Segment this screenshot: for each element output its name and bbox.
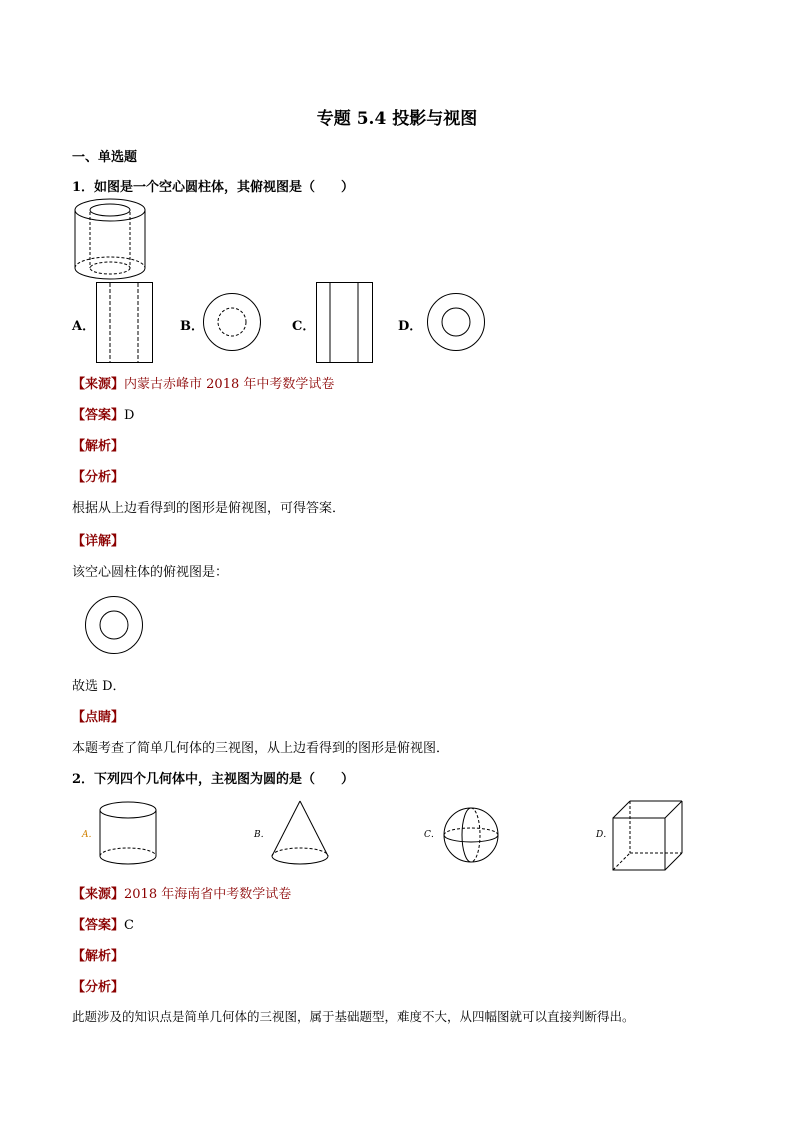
q2-source — [72, 883, 291, 902]
question-1-stem: 1．如图是一个空心圆柱体，其俯视图是（ ） — [72, 180, 355, 195]
q1-answer-figure — [84, 595, 144, 655]
hollow-cylinder-figure — [72, 198, 152, 280]
q2-option-d-cube — [612, 800, 684, 872]
source-text: 内蒙古赤峰市 2018 年中考数学试卷 — [124, 377, 335, 392]
analysis-label: 【解析】 — [72, 439, 125, 454]
q1-detail-text: 该空心圆柱体的俯视图是： — [72, 565, 229, 580]
q2-fenxi — [72, 976, 124, 995]
page-title: 专题 5.4 投影与视图 — [316, 109, 478, 129]
answer-text: C — [124, 918, 134, 933]
q1-option-a-figure — [96, 282, 154, 364]
source-text: 2018 年海南省中考数学试卷 — [124, 887, 292, 902]
q1-comment-text: 本题考查了简单几何体的三视图，从上边看得到的图形是俯视图． — [72, 741, 450, 756]
comment-label: 【点睛】 — [72, 710, 125, 725]
q1-detail — [72, 530, 124, 549]
question-2-stem: 2．下列四个几何体中，主视图为圆的是（ ） — [72, 772, 355, 787]
q1-source — [72, 373, 334, 392]
detail-label: 【详解】 — [72, 534, 125, 549]
answer-label: 【答案】 — [72, 408, 125, 423]
q1-conclusion: 故选 D． — [72, 679, 126, 694]
q1-option-b-figure — [202, 292, 262, 352]
q2-option-d-label: D． — [596, 830, 613, 840]
q2-option-a-cylinder — [98, 800, 158, 870]
fenxi-label: 【分析】 — [72, 980, 125, 995]
source-label: 【来源】 — [72, 887, 125, 902]
q2-option-b-cone — [270, 800, 330, 870]
q1-option-c-figure — [316, 282, 374, 364]
q1-option-a-label: A． — [72, 319, 96, 334]
q2-option-c-label: C． — [424, 830, 440, 840]
q1-option-c-label: C． — [292, 319, 316, 334]
q1-option-d-label: D． — [398, 319, 423, 334]
section-heading: 一、单选题 — [72, 150, 138, 165]
q1-fenxi-text: 根据从上边看得到的图形是俯视图，可得答案． — [72, 501, 346, 516]
q2-option-b-label: B． — [254, 830, 270, 840]
q2-option-a-label: A． — [82, 830, 98, 840]
q1-fenxi — [72, 466, 124, 485]
q1-comment — [72, 706, 124, 725]
fenxi-label: 【分析】 — [72, 470, 125, 485]
source-label: 【来源】 — [72, 377, 125, 392]
q2-analysis — [72, 945, 124, 964]
q1-option-d-figure — [426, 292, 486, 352]
answer-text: D — [124, 408, 135, 423]
q1-analysis — [72, 435, 124, 454]
answer-label: 【答案】 — [72, 918, 125, 933]
q2-fenxi-text: 此题涉及的知识点是简单几何体的三视图，属于基础题型，难度不大，从四幅图就可以直接判断得出。 — [72, 1009, 635, 1024]
q1-option-b-label: B． — [180, 319, 204, 334]
q2-answer — [72, 914, 134, 933]
q1-answer — [72, 404, 134, 423]
q2-option-c-sphere — [442, 806, 500, 864]
analysis-label: 【解析】 — [72, 949, 125, 964]
